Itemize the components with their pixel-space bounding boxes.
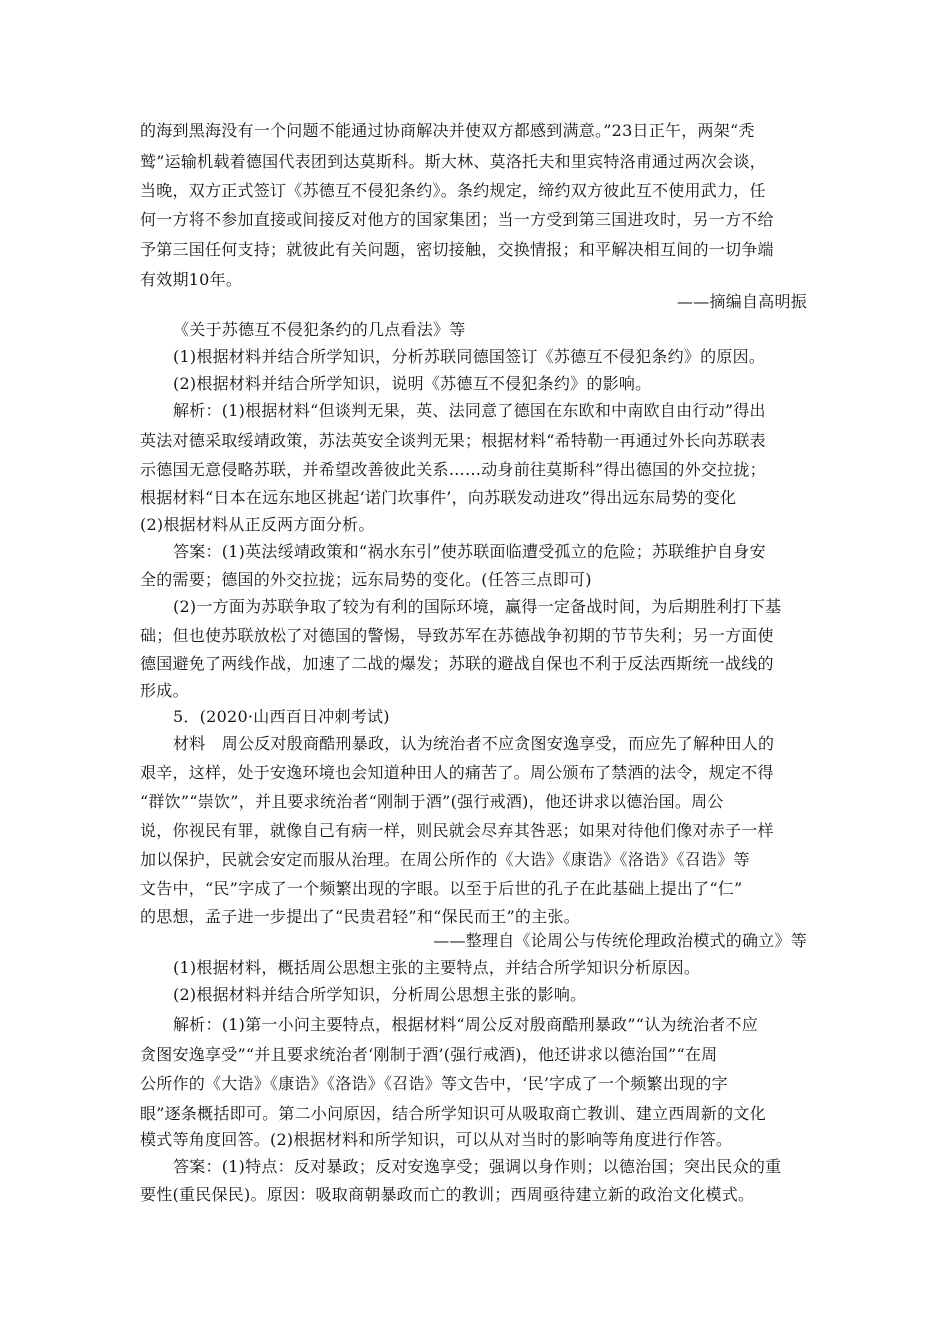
answer-line: 答案：(1)特点：反对暴政；反对安逸享受；强调以身作则；以德治国；突出民众的重 [173, 1157, 782, 1176]
analysis-line: 眼”逐条概括即可。第二小问原因，结合所学知识可从吸取商亡教训、建立西周新的文化 [140, 1104, 766, 1123]
text-line: 何一方将不参加直接或间接反对他方的国家集团；当一方受到第三国进攻时，另一方不给 [140, 210, 774, 229]
material-line: 说，你视民有罪，就像自己有病一样，则民就会尽弃其咎恶；如果对待他们像对赤子一样 [140, 821, 774, 840]
material-line: 艰辛，这样，处于安逸环境也会知道种田人的痛苦了。周公颁布了禁酒的法令，规定不得 [140, 763, 774, 782]
source-title: 《关于苏德互不侵犯条约的几点看法》等 [173, 320, 466, 339]
answer-line: 德国避免了两线作战，加速了二战的爆发；苏联的避战自保也不利于反法西斯统一战线的 [140, 654, 774, 673]
material-line: 加以保护，民就会安定而服从治理。在周公所作的《大诰》《康诰》《洛诰》《召诰》等 [140, 850, 750, 869]
text-line: 予第三国任何支持；就彼此有关问题，密切接触，交换情报；和平解决相互间的一切争端 [140, 240, 774, 259]
question-1: (1)根据材料并结合所学知识，分析苏联同德国签订《苏德互不侵犯条约》的原因。 [173, 347, 766, 366]
analysis-line: 英法对德采取绥靖政策，苏法英安全谈判无果；根据材料“希特勒一再通过外长向苏联表 [140, 431, 766, 450]
answer-line: 础；但也使苏联放松了对德国的警惕，导致苏军在苏德战争初期的节节失利；另一方面使 [140, 626, 774, 645]
answer-line: 全的需要；德国的外交拉拢；远东局势的变化。(任答三点即可) [140, 570, 592, 589]
answer-line: 形成。 [140, 681, 189, 700]
material-line: “群饮”“崇饮”，并且要求统治者“刚制于酒”(强行戒酒)，他还讲求以德治国。周公 [140, 792, 724, 811]
question-2: (2)根据材料并结合所学知识，说明《苏德互不侵犯条约》的影响。 [173, 374, 652, 393]
material-line: 材料 周公反对殷商酷刑暴政，认为统治者不应贪图安逸享受，而应先了解种田人的 [173, 734, 775, 753]
analysis-line: 公所作的《大诰》《康诰》《洛诰》《召诰》等文告中，‘民’字成了一个频繁出现的字 [140, 1074, 728, 1093]
question-1: (1)根据材料，概括周公思想主张的主要特点，并结合所学知识分析原因。 [173, 958, 701, 977]
answer-line: (2)一方面为苏联争取了较为有利的国际环境，赢得一定备战时间，为后期胜利打下基 [173, 597, 782, 616]
analysis-line: 贪图安逸享受”“并且要求统治者‘刚制于酒’(强行戒酒)，他还讲求以德治国”“在周 [140, 1045, 718, 1064]
text-line: 的海到黑海没有一个问题不能通过协商解决并使双方都感到满意。”23日正午，两架“秃 [140, 121, 755, 140]
analysis-line: 解析：(1)第一小问主要特点，根据材料“周公反对殷商酷刑暴政”“认为统治者不应 [173, 1015, 758, 1034]
text-line: 当晚，双方正式签订《苏德互不侵犯条约》。条约规定，缔约双方彼此互不使用武力，任 [140, 181, 766, 200]
analysis-line: 根据材料“日本在远东地区挑起‘诺门坎事件’，向苏联发动进攻”得出远东局势的变化 [140, 488, 737, 507]
source-attribution: ——摘编自高明振 [676, 292, 807, 311]
answer-line: 要性(重民保民)。原因：吸取商朝暴政而亡的教训；西周亟待建立新的政治文化模式。 [140, 1185, 755, 1204]
answer-line: 答案：(1)英法绥靖政策和“祸水东引”使苏联面临遭受孤立的危险；苏联维护自身安 [173, 542, 766, 561]
source-attribution: ——整理自《论周公与传统伦理政治模式的确立》等 [433, 931, 807, 950]
analysis-line: 解析：(1)根据材料“但谈判无果，英、法同意了德国在东欧和中南欧自由行动”得出 [173, 401, 766, 420]
analysis-line: 示德国无意侵略苏联，并希望改善彼此关系……动身前往莫斯科”得出德国的外交拉拢； [140, 460, 766, 479]
material-line: 的思想，孟子进一步提出了“民贵君轻”和“保民而王”的主张。 [140, 907, 580, 926]
analysis-line: (2)根据材料从正反两方面分析。 [140, 515, 375, 534]
question-heading: 5．(2020·山西百日冲刺考试) [173, 707, 390, 726]
text-line: 有效期10年。 [140, 270, 243, 289]
material-line: 文告中，“民”字成了一个频繁出现的字眼。以至于后世的孔子在此基础上提出了“仁” [140, 879, 743, 898]
analysis-line: 模式等角度回答。(2)根据材料和所学知识，可以从对当时的影响等角度进行作答。 [140, 1130, 733, 1149]
text-line: 鹫”运输机载着德国代表团到达莫斯科。斯大林、莫洛托夫和里宾特洛甫通过两次会谈， [140, 152, 766, 171]
question-2: (2)根据材料并结合所学知识，分析周公思想主张的影响。 [173, 985, 587, 1004]
